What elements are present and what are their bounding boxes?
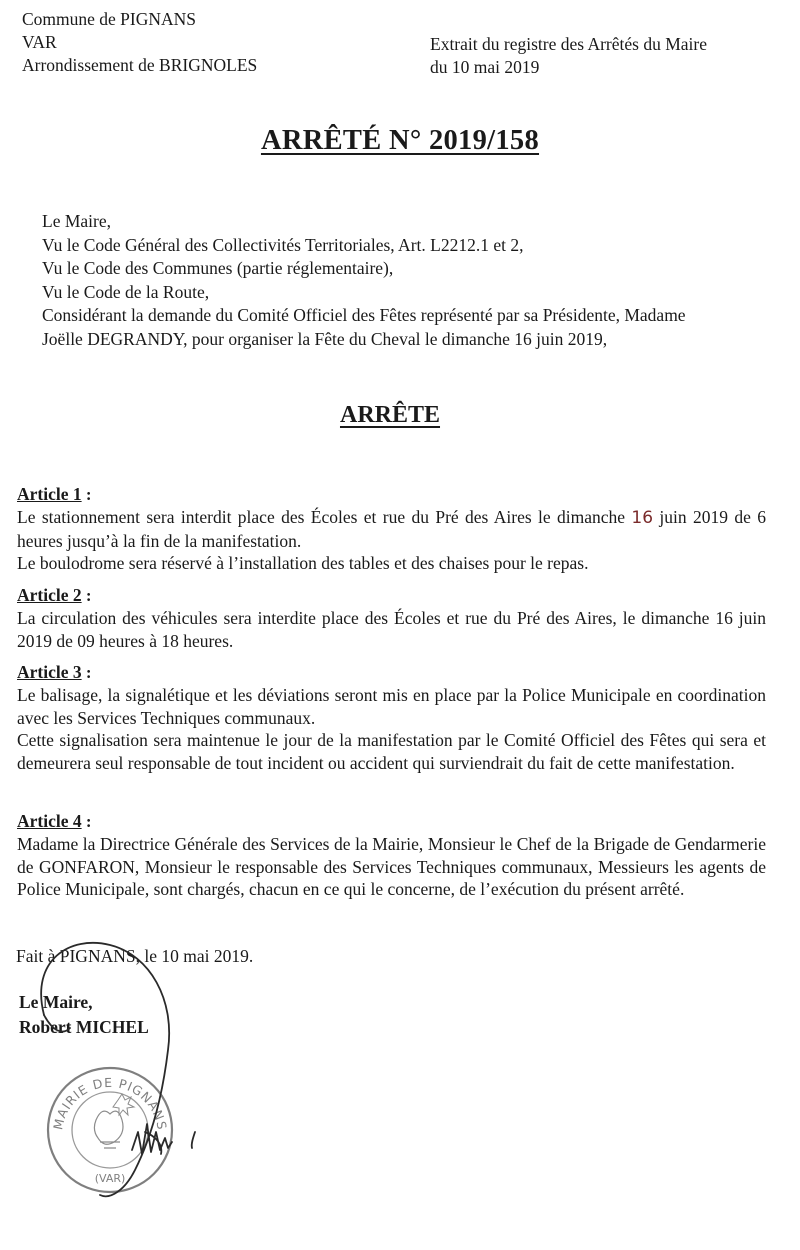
- article-3-text-2: Cette signalisation sera maintenue le jour de la manifestation par le Comité Officiel des Fêtes qui sera et demeurera seul responsable de tout incident ou accident qui surviendrait du fait de cette manifestation.: [17, 730, 766, 773]
- article-1-text: [17, 506, 766, 552]
- preamble-line: Vu le Code des Communes (partie réglementaire),: [42, 258, 394, 278]
- signatory-name: Robert MICHEL: [19, 1017, 149, 1037]
- article-4-heading-wrap: [17, 810, 766, 833]
- signatory-role: Le Maire,: [19, 992, 93, 1012]
- article-3-heading-wrap: [17, 661, 766, 684]
- preamble-line: Le Maire,: [42, 211, 111, 231]
- town-seal-icon: [48, 1068, 172, 1192]
- document-title: ARRÊTÉ N° 2019/158: [260, 125, 540, 156]
- article-colon: :: [81, 812, 92, 831]
- extract-line-2: du 10 mai 2019: [430, 57, 540, 77]
- arrondissement: Arrondissement de BRIGNOLES: [22, 55, 258, 75]
- preamble-line: Considérant la demande du Comité Officiel des Fêtes représenté par sa Présidente, Madame: [42, 305, 686, 325]
- article-2-heading-wrap: [17, 584, 766, 607]
- article-colon: :: [81, 663, 92, 682]
- extract-line-1: Extrait du registre des Arrêtés du Maire: [430, 34, 707, 54]
- article-2-text: La circulation des véhicules sera interdite place des Écoles et rue du Pré des Aires, le dimanche 16 juin 2019 de 09 heures à 18 heures.: [17, 608, 766, 651]
- seal-text: MAIRIE DE PIGNANS: [50, 1074, 170, 1132]
- handwritten-day: 16: [631, 508, 654, 528]
- article-text: juin 2019 de 6 heures jusqu’à la fin de la manifestation.: [17, 507, 766, 551]
- commune-name: Commune de PIGNANS: [22, 9, 197, 29]
- svg-text:MAIRIE DE PIGNANS: [50, 1075, 170, 1132]
- article-colon: :: [81, 485, 92, 504]
- article-3: [17, 661, 766, 774]
- arrete-heading: ARRÊTE: [339, 402, 441, 428]
- article-heading: Article 1: [17, 484, 82, 504]
- preamble-line: Joëlle DEGRANDY, pour organiser la Fête du Cheval le dimanche 16 juin 2019,: [42, 328, 608, 349]
- header-left: [22, 8, 257, 77]
- fait-a-line: Fait à PIGNANS, le 10 mai 2019.: [16, 946, 254, 966]
- article-heading: Article 2: [17, 585, 82, 605]
- signature-icon: [41, 943, 195, 1196]
- article-1-heading-wrap: [17, 483, 766, 506]
- article-4-text: Madame la Directrice Générale des Services de la Mairie, Monsieur le Chef de la Brigade de Gendarmerie de GONFARON, Monsieur le responsable des Services Techniques communaux, Messieurs les agents de Police Municipale, sont chargés, chacun en ce qui le concerne, de l’exécution du présent arrêté.: [17, 834, 766, 900]
- signature-block: [19, 990, 149, 1040]
- article-text: Le stationnement sera interdit place des Écoles et rue du Pré des Aires le dimanche: [17, 507, 632, 527]
- department: VAR: [22, 32, 57, 52]
- article-heading: Article 4: [17, 811, 82, 831]
- article-2: [17, 584, 766, 652]
- preamble-line: Vu le Code de la Route,: [42, 281, 210, 302]
- article-heading: Article 3: [17, 662, 82, 682]
- seal-bottom-text: (VAR): [94, 1172, 126, 1185]
- preamble-line: Vu le Code Général des Collectivités Territoriales, Art. L2212.1 et 2,: [42, 234, 524, 255]
- article-1-text-2: Le boulodrome sera réservé à l’installation des tables et des chaises pour le repas.: [17, 553, 589, 574]
- preamble: [18, 210, 778, 351]
- article-1: [17, 483, 766, 575]
- article-4: [17, 810, 766, 901]
- article-colon: :: [81, 586, 92, 605]
- article-3-text: Le balisage, la signalétique et les déviations seront mis en place par la Police Municipale en coordination avec les Services Techniques communaux.: [17, 685, 766, 728]
- header-right: [430, 33, 707, 79]
